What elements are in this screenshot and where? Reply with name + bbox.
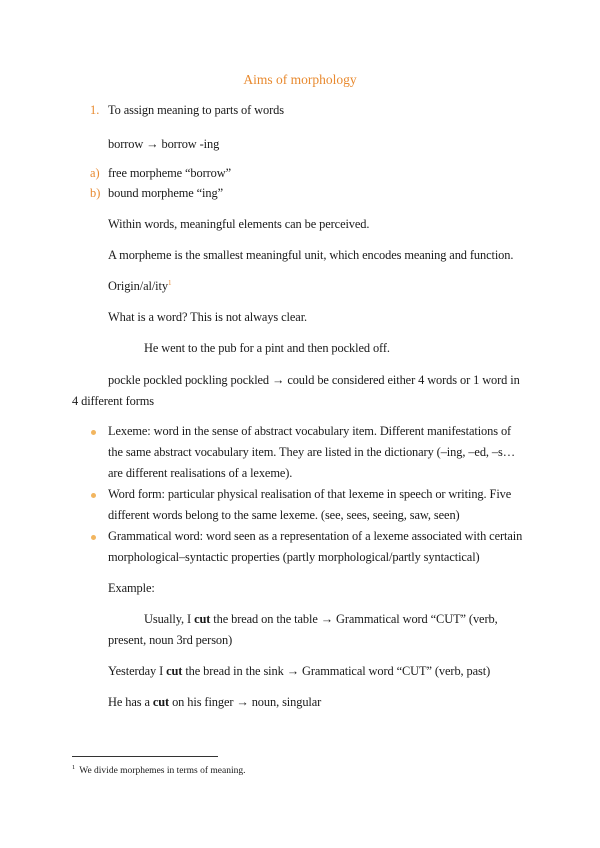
bullet-line: Word form: particular physical realisation of that lexeme in speech or writing. Five (108, 487, 512, 501)
bullet-icon (91, 430, 96, 435)
example-cut-past (108, 664, 490, 679)
bullet-line: morphological–syntactic properties (partly morphological/partly syntactical) (108, 550, 480, 564)
footnote (72, 764, 246, 776)
footnote-text: We divide morphemes in terms of meaning. (79, 766, 246, 777)
example-label: Example: (108, 581, 155, 595)
example-cut-present (144, 612, 498, 627)
paragraph-line: 4 different forms (72, 394, 155, 408)
text-run: the bread in the sink → Grammatical word “CUT” (verb, past) (182, 664, 491, 678)
bullet-line: Grammatical word: word seen as a representation of a lexeme associated with certain (108, 529, 523, 543)
bullet-line: Lexeme: word in the sense of abstract vocabulary item. Different manifestations of (108, 424, 512, 438)
sublist-item: free morpheme “borrow” (108, 166, 232, 180)
bullet-line: the same abstract vocabulary item. They are listed in the dictionary (–ing, –ed, –s… (108, 445, 516, 459)
bullet-icon (91, 535, 96, 540)
bold-word: cut (166, 664, 183, 678)
origin-text: Origin/al/ity (108, 279, 168, 294)
footnote-ref[interactable]: 1 (167, 279, 172, 287)
paragraph-line: pockle pockled pockling pockled → could be considered either 4 words or 1 word in (108, 373, 520, 387)
sublist-marker: b) (90, 186, 101, 200)
bullet-line: different words belong to the same lexeme. (see, sees, seeing, saw, seen) (108, 508, 460, 522)
text-run: on his finger → noun, singular (169, 695, 322, 709)
bullet-icon (91, 493, 96, 498)
sublist-item: bound morpheme “ing” (108, 186, 223, 200)
footnote-separator (72, 756, 218, 757)
bullet-line: are different realisations of a lexeme). (108, 466, 293, 480)
text-run: Usually, I (144, 612, 195, 626)
page-title: Aims of morphology (243, 72, 357, 87)
example-borrow: borrow → borrow -ing (108, 137, 220, 151)
text-run: He has a (108, 695, 153, 709)
example-continuation: present, noun 3rd person) (108, 633, 233, 647)
text-run: the bread on the table → Grammatical word “CUT” (verb, (210, 612, 498, 626)
bold-word: cut (194, 612, 211, 626)
origin-line (108, 279, 171, 294)
paragraph: Within words, meaningful elements can be perceived. (108, 217, 370, 231)
example-sentence: He went to the pub for a pint and then pockled off. (144, 341, 390, 355)
text-run: Yesterday I (108, 664, 167, 678)
example-cut-noun (108, 695, 321, 710)
bold-word: cut (152, 695, 170, 709)
footnote-number: 1 (72, 764, 76, 771)
paragraph: A morpheme is the smallest meaningful unit, which encodes meaning and function. (108, 248, 514, 262)
paragraph: What is a word? This is not always clear. (108, 310, 308, 324)
list-item-text: To assign meaning to parts of words (108, 103, 284, 117)
sublist-marker: a) (90, 166, 100, 180)
list-number: 1. (90, 103, 100, 117)
